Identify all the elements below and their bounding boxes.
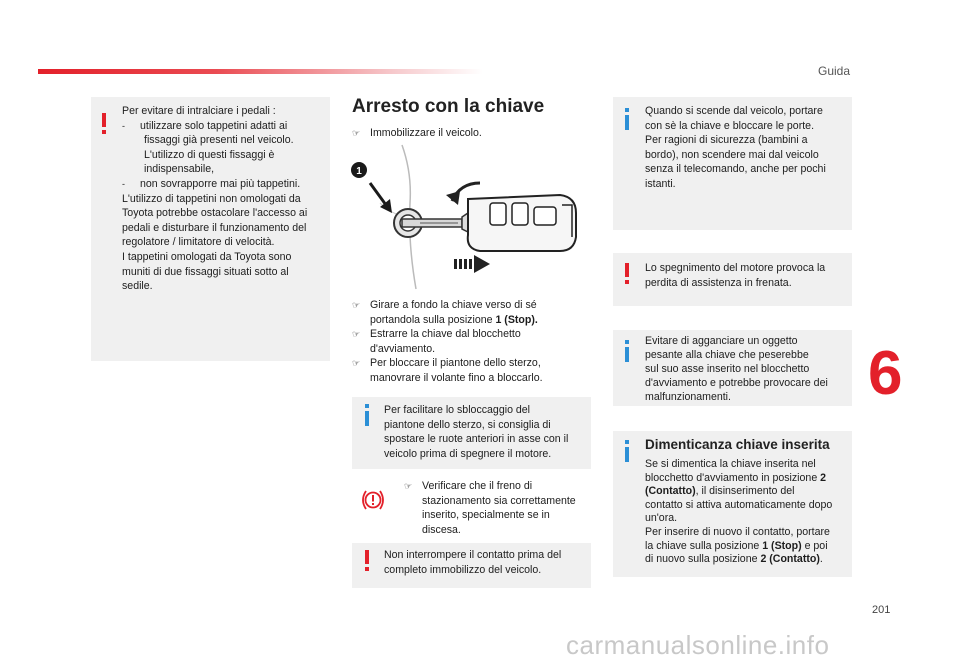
contact-warning-text: Non interrompere il contatto prima del completo immobilizzo del veicolo. (384, 549, 562, 576)
section-title: Arresto con la chiave (352, 96, 545, 117)
remote-info-text: Quando si scende dal veicolo, portare con sè la chiave e bloccare le porte. Per ragioni di sicurezza (bambini a bordo), non scendere mai dal veicolo senza il telecomando, anche per pochi istanti. (645, 105, 826, 190)
page-number: 201 (872, 604, 891, 616)
warning-exclamation-icon (99, 113, 109, 135)
info-icon (622, 340, 632, 362)
section-label: Guida (818, 64, 851, 78)
left-warning-text: Per evitare di intralciare i pedali : - utilizzare solo tappetini adatti ai fissaggi già presenti nel veicolo. L'utilizzo di questi fissaggi è indispensabile, - non sovrapporre mai più tappetini. L'utilizzo di tappetini non omologati da Toyota potrebbe ostacolare l'accesso ai pedali e disturbare il funzionamento del regolatore / limitatore di velocità. I tappetini omologati da Toyota sono muniti di due fissaggi situati sotto al sedile. (122, 105, 308, 293)
header-accent-bar (38, 69, 483, 74)
info-icon (362, 404, 372, 426)
callout-1-label: 1 (356, 166, 362, 177)
forgotten-key-text: Se si dimentica la chiave inserita nel blocchetto d'avviamento in posizione 2 (Contatto), il disinserimento del contatto si attiva automaticamente dopo un'ora. Per inserire di nuovo il contatto, portare la chiave sulla posizione 1 (Stop) e poi di nuovo sulla posizione 2 (Contatto). (645, 458, 833, 566)
step-immobilize: ☞ Immobilizzare il veicolo. (352, 127, 482, 139)
engine-warning-text: Lo spegnimento del motore provoca la perdita di assistenza in frenata. (645, 262, 826, 289)
chapter-number: 6 (868, 339, 903, 408)
forgotten-key-title: Dimenticanza chiave inserita (645, 437, 830, 452)
steps-list: ☞ Girare a fondo la chiave verso di sé portandola sulla posizione 1 (Stop). ☞ Estrarre la chiave dal blocchetto d'avviamento. ☞ Per bloccare il piantone dello sterzo, manovrare il volante fino a bloccarlo. (352, 299, 543, 384)
info-icon (622, 440, 632, 462)
steering-info-text: Per facilitare lo sbloccaggio del piantone dello sterzo, si consiglia di spostare le ruote anteriori in asse con il veicolo prima di spegnere il motore. (384, 404, 569, 460)
warning-exclamation-icon (362, 550, 372, 572)
warning-exclamation-icon (622, 263, 632, 285)
parking-brake-icon (359, 488, 387, 512)
info-icon (622, 108, 632, 130)
ignition-key-illustration (350, 143, 590, 293)
heavy-object-info-text: Evitare di agganciare un oggetto pesante alla chiave che peserebbe sul suo asse inserito nel blocchetto d'avviamento e potrebbe provocare dei malfunzionamenti. (645, 335, 828, 403)
footer-watermark: carmanualsonline.info (566, 630, 830, 660)
brake-note: ☞ Verificare che il freno di stazionamento sia correttamente inserito, specialmente se in discesa. (404, 480, 576, 536)
